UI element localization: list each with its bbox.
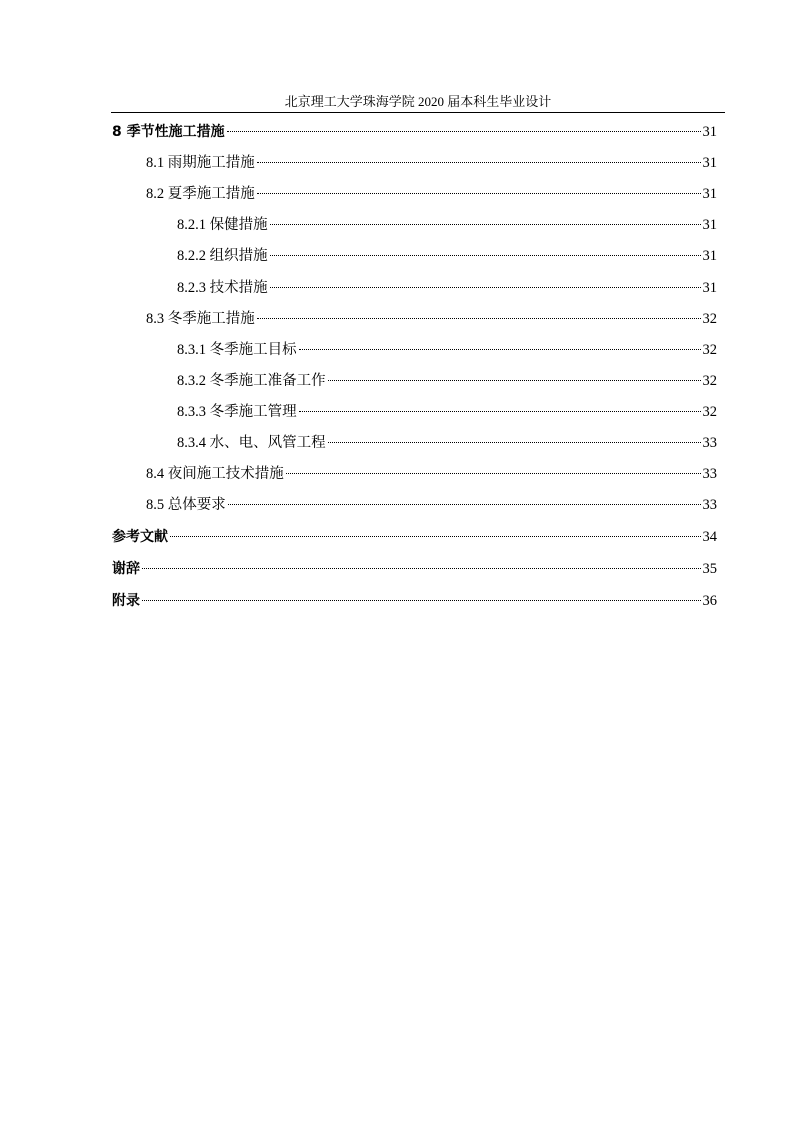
toc-entry-page: 32 — [702, 311, 717, 327]
toc-entry-page: 32 — [702, 404, 717, 420]
toc-entry[interactable] — [146, 463, 717, 485]
toc-entry-title: 附录 — [112, 593, 140, 609]
toc-leader-dots — [142, 600, 701, 601]
toc-entry-page: 33 — [702, 497, 717, 513]
toc-leader-dots — [257, 318, 701, 319]
toc-entry-page: 34 — [702, 529, 717, 545]
toc-entry[interactable] — [112, 590, 717, 612]
toc-leader-dots — [299, 349, 701, 350]
toc-entry[interactable] — [177, 432, 717, 454]
toc-entry-title: 8.3.1 冬季施工目标 — [177, 342, 297, 358]
toc-entry[interactable] — [177, 245, 717, 267]
toc-leader-dots — [142, 568, 701, 569]
toc-leader-dots — [270, 224, 701, 225]
toc-entry[interactable] — [146, 152, 717, 174]
toc-leader-dots — [328, 380, 701, 381]
toc-entry[interactable] — [112, 526, 717, 548]
toc-entry-title: 8.5 总体要求 — [146, 497, 226, 513]
toc-leader-dots — [228, 504, 701, 505]
toc-entry-title: 8.2.1 保健措施 — [177, 217, 268, 233]
toc-leader-dots — [328, 442, 701, 443]
toc-leader-dots — [227, 131, 701, 132]
toc-entry-page: 35 — [702, 561, 717, 577]
toc-entry-title: 8 季节性施工措施 — [112, 124, 225, 140]
toc-entry[interactable] — [177, 214, 717, 236]
toc-entry-page: 31 — [702, 155, 717, 171]
toc-entry-page: 33 — [702, 435, 717, 451]
toc-entry[interactable] — [146, 308, 717, 330]
toc-entry-title: 8.2 夏季施工措施 — [146, 186, 255, 202]
toc-entry[interactable] — [177, 401, 717, 423]
toc-entry-title: 参考文献 — [112, 529, 168, 545]
toc-entry-page: 36 — [702, 593, 717, 609]
toc-leader-dots — [299, 411, 701, 412]
toc-entry-title: 8.4 夜间施工技术措施 — [146, 466, 284, 482]
toc-leader-dots — [270, 255, 701, 256]
toc-entry-page: 31 — [702, 124, 717, 140]
toc-leader-dots — [270, 287, 701, 288]
toc-entry-title: 8.3.4 水、电、风管工程 — [177, 435, 326, 451]
toc-leader-dots — [286, 473, 701, 474]
toc-entry-title: 8.3 冬季施工措施 — [146, 311, 255, 327]
toc-entry-title: 8.2.3 技术措施 — [177, 280, 268, 296]
toc-entry[interactable] — [112, 121, 717, 143]
toc-entry-title: 谢辞 — [112, 561, 140, 577]
toc-entry-page: 33 — [702, 466, 717, 482]
toc-entry[interactable] — [146, 183, 717, 205]
toc-entry-page: 32 — [702, 342, 717, 358]
toc-entry-page: 31 — [702, 186, 717, 202]
page-header: 北京理工大学珠海学院 2020 届本科生毕业设计 — [284, 94, 552, 109]
toc-entry-title: 8.1 雨期施工措施 — [146, 155, 255, 171]
toc-entry[interactable] — [112, 558, 717, 580]
toc-entry-title: 8.3.2 冬季施工准备工作 — [177, 373, 326, 389]
toc-leader-dots — [257, 162, 701, 163]
toc-entry-page: 31 — [702, 217, 717, 233]
toc-entry[interactable] — [177, 277, 717, 299]
toc-entry-title: 8.2.2 组织措施 — [177, 248, 268, 264]
toc-entry-page: 31 — [702, 280, 717, 296]
toc-entry-page: 31 — [702, 248, 717, 264]
header-rule — [111, 112, 725, 113]
toc-entry[interactable] — [146, 494, 717, 516]
toc-leader-dots — [257, 193, 701, 194]
toc-entry-title: 8.3.3 冬季施工管理 — [177, 404, 297, 420]
toc-leader-dots — [170, 536, 701, 537]
toc-entry-page: 32 — [702, 373, 717, 389]
toc-entry[interactable] — [177, 339, 717, 361]
toc-entry[interactable] — [177, 370, 717, 392]
